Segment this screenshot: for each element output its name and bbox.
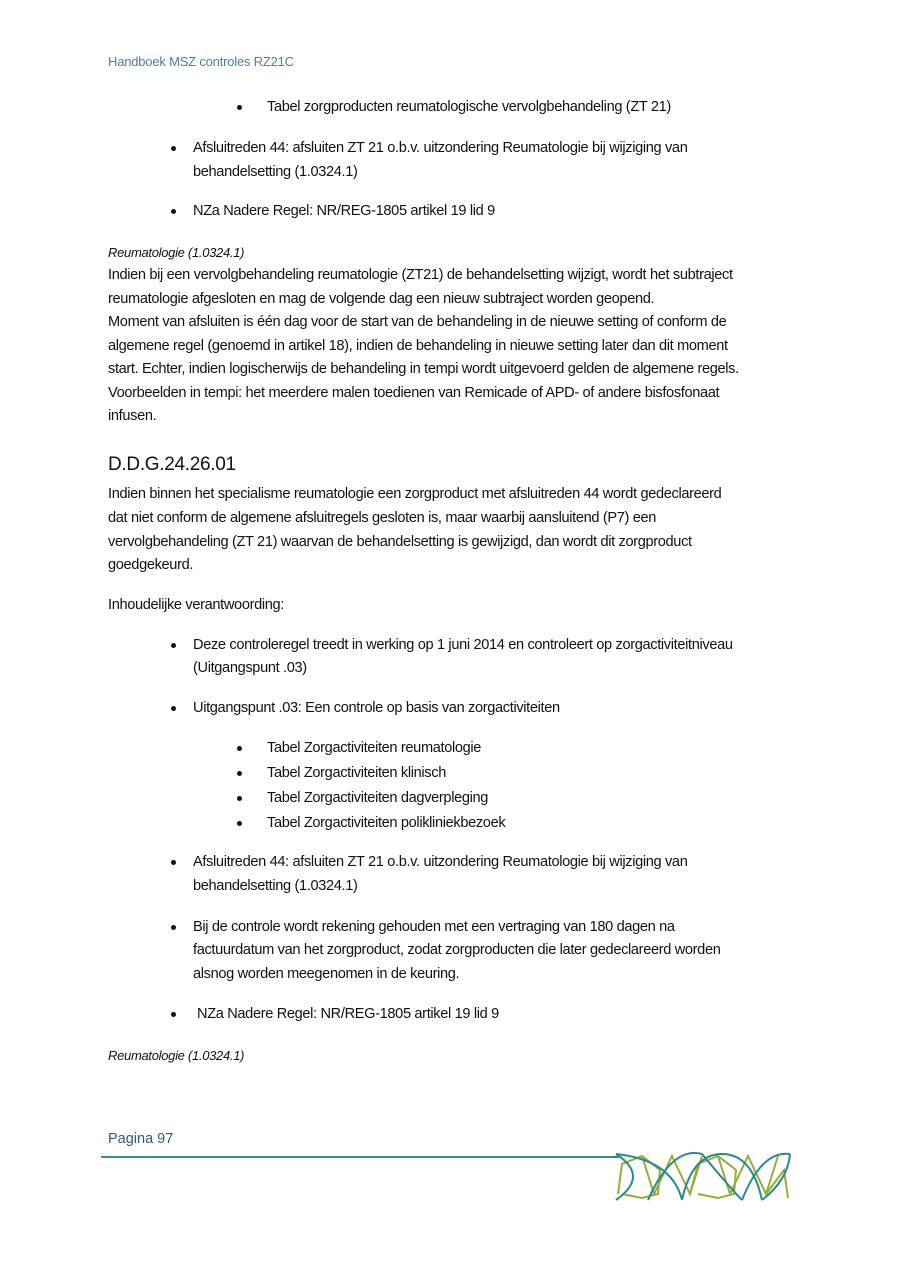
bullet-icon: [171, 146, 176, 151]
bullet-icon: [171, 209, 176, 214]
reumatologie-label: Reumatologie (1.0324.1): [108, 245, 245, 260]
bullet-icon: [171, 925, 176, 930]
sub-bullet-text: Tabel Zorgactiviteiten polikliniekbezoek: [267, 815, 506, 831]
bullet-icon: [171, 706, 176, 711]
bullet-text: NZa Nadere Regel: NR/REG-1805 artikel 19 lid 9: [197, 1006, 499, 1022]
paragraph-line: vervolgbehandeling (ZT 21) waarvan de behandelsetting is gewijzigd, dan wordt dit zorgproduct: [108, 534, 692, 550]
page-number: Pagina 97: [108, 1131, 174, 1147]
paragraph-line: reumatologie afgesloten en mag de volgende dag een nieuw subtraject worden geopend.: [108, 291, 655, 307]
bullet-text: (Uitgangspunt .03): [193, 660, 307, 676]
reumatologie-label: Reumatologie (1.0324.1): [108, 1048, 245, 1063]
bullet-text: Afsluitreden 44: afsluiten ZT 21 o.b.v. uitzondering Reumatologie bij wijziging van: [193, 854, 688, 870]
paragraph-line: dat niet conform de algemene afsluitregels gesloten is, maar waarbij aansluitend (P7) een: [108, 510, 657, 526]
bullet-icon: [237, 746, 242, 751]
bullet-icon: [171, 1012, 176, 1017]
bullet-icon: [237, 105, 242, 110]
sub-bullet-text: Tabel Zorgactiviteiten reumatologie: [267, 740, 482, 756]
bullet-icon: [237, 821, 242, 826]
bullet-text: alsnog worden meegenomen in de keuring.: [193, 966, 460, 982]
paragraph-line: goedgekeurd.: [108, 557, 194, 573]
decorative-pattern-icon: [612, 1150, 797, 1202]
bullet-text: factuurdatum van het zorgproduct, zodat zorgproducten die later gedeclareerd worden: [193, 942, 721, 958]
bullet-text: Deze controleregel treedt in werking op 1 juni 2014 en controleert op zorgactiviteitniveau: [193, 637, 733, 653]
bullet-icon: [171, 643, 176, 648]
paragraph-line: Moment van afsluiten is één dag voor de start van de behandeling in de nieuwe setting of conform de: [108, 314, 727, 330]
document-header-title: Handboek MSZ controles RZ21C: [108, 54, 294, 69]
bullet-text: behandelsetting (1.0324.1): [193, 164, 358, 180]
paragraph-line: Voorbeelden in tempi: het meerdere malen toedienen van Remicade of APD- of andere bisfosfonaat: [108, 385, 720, 401]
bullet-text: NZa Nadere Regel: NR/REG-1805 artikel 19 lid 9: [193, 203, 495, 219]
sub-bullet-text: Tabel Zorgactiviteiten klinisch: [267, 765, 446, 781]
sub-bullet-text: Tabel Zorgactiviteiten dagverpleging: [267, 790, 489, 806]
bullet-text: Bij de controle wordt rekening gehouden met een vertraging van 180 dagen na: [193, 919, 675, 935]
bullet-text: Uitgangspunt .03: Een controle op basis van zorgactiviteiten: [193, 700, 560, 716]
paragraph-line: Indien bij een vervolgbehandeling reumatologie (ZT21) de behandelsetting wijzigt, wordt het subtraject: [108, 267, 733, 283]
bullet-icon: [171, 860, 176, 865]
bullet-text: behandelsetting (1.0324.1): [193, 878, 358, 894]
sub-bullet-text: Tabel zorgproducten reumatologische vervolgbehandeling (ZT 21): [267, 99, 671, 115]
paragraph-line: infusen.: [108, 408, 157, 424]
bullet-text: Afsluitreden 44: afsluiten ZT 21 o.b.v. uitzondering Reumatologie bij wijziging van: [193, 140, 688, 156]
section-heading: D.D.G.24.26.01: [108, 454, 236, 475]
footer-divider: [101, 1156, 621, 1158]
paragraph-line: algemene regel (genoemd in artikel 18), indien de behandeling in nieuwe setting later dan dit moment: [108, 338, 728, 354]
bullet-icon: [237, 796, 242, 801]
bullet-icon: [237, 771, 242, 776]
justification-label: Inhoudelijke verantwoording:: [108, 597, 284, 613]
paragraph-line: Indien binnen het specialisme reumatologie een zorgproduct met afsluitreden 44 wordt gedeclareerd: [108, 486, 722, 502]
paragraph-line: start. Echter, indien logischerwijs de behandeling in tempi wordt uitgevoerd gelden de algemene regels.: [108, 361, 739, 377]
